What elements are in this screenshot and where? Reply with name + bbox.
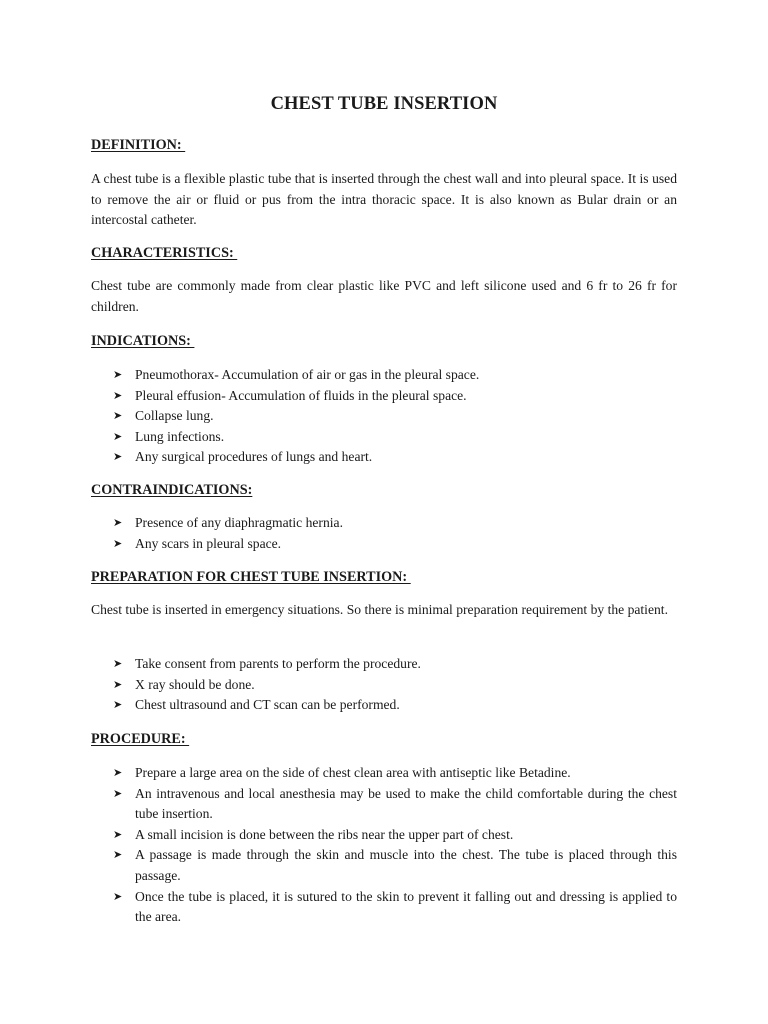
list-item: ➤ Presence of any diaphragmatic hernia. [113, 513, 677, 534]
arrowhead-bullet-icon: ➤ [113, 786, 123, 800]
list-item: ➤ An intravenous and local anesthesia may be used to make the child comfortable during the chest tube insertion. [113, 785, 677, 822]
list-item: ➤ Take consent from parents to perform the procedure. [113, 654, 677, 675]
arrowhead-bullet-icon: ➤ [113, 766, 123, 779]
arrowhead-bullet-icon: ➤ [113, 889, 123, 903]
procedure-list [113, 763, 677, 928]
arrowhead-bullet-icon: ➤ [113, 409, 123, 423]
characteristics-text: Chest tube are commonly made from clear plastic like PVC and left silicone used and 6 fr to 26 fr for children. [91, 278, 677, 314]
contraindications-list [113, 513, 677, 554]
arrowhead-bullet-icon: ➤ [113, 848, 123, 862]
arrowhead-bullet-icon: ➤ [113, 450, 123, 464]
contraindications-heading: CONTRAINDICATIONS: [91, 482, 253, 498]
list-item: ➤ A small incision is done between the ribs near the upper part of chest. [113, 825, 677, 846]
arrowhead-bullet-icon: ➤ [113, 827, 123, 841]
list-item: ➤ Lung infections. [113, 427, 677, 448]
definition-text: A chest tube is a flexible plastic tube that is inserted through the chest wall and into pleural space. It is used to remove the air or fluid or pus from the intra thoracic space. It is also known as Bular drain or an intercostal catheter. [91, 171, 677, 228]
preparation-heading: PREPARATION FOR CHEST TUBE INSERTION: [91, 569, 411, 585]
list-item: ➤ Any scars in pleural space. [113, 534, 677, 555]
indications-list [113, 365, 677, 468]
procedure-heading: PROCEDURE: [91, 731, 190, 747]
arrowhead-bullet-icon: ➤ [113, 677, 123, 691]
definition-heading: DEFINITION: [91, 137, 186, 153]
preparation-text: Chest tube is inserted in emergency situations. So there is minimal preparation requirement by the patient. [91, 602, 668, 617]
arrowhead-bullet-icon: ➤ [113, 429, 123, 443]
arrowhead-bullet-icon: ➤ [113, 516, 123, 529]
characteristics-heading: CHARACTERISTICS: [91, 245, 238, 261]
list-item: ➤ Chest ultrasound and CT scan can be performed. [113, 695, 677, 716]
arrowhead-bullet-icon: ➤ [113, 536, 123, 550]
arrowhead-bullet-icon: ➤ [113, 698, 123, 712]
arrowhead-bullet-icon: ➤ [113, 657, 123, 670]
list-item: ➤ X ray should be done. [113, 675, 677, 696]
list-item: ➤ Pleural effusion- Accumulation of fluids in the pleural space. [113, 386, 677, 407]
document-title: CHEST TUBE INSERTION [270, 94, 498, 114]
list-item: ➤ Prepare a large area on the side of chest clean area with antiseptic like Betadine. [113, 763, 677, 784]
list-item: ➤ Once the tube is placed, it is sutured to the skin to prevent it falling out and dressing is applied to the area. [113, 888, 677, 925]
list-item: ➤ A passage is made through the skin and muscle into the chest. The tube is placed through this passage. [113, 847, 677, 883]
indications-heading: INDICATIONS: [91, 333, 195, 349]
arrowhead-bullet-icon: ➤ [113, 388, 123, 402]
list-item: ➤ Any surgical procedures of lungs and heart. [113, 447, 677, 468]
arrowhead-bullet-icon: ➤ [113, 368, 123, 381]
preparation-list [113, 654, 677, 716]
list-item: ➤ Collapse lung. [113, 406, 677, 427]
list-item: ➤ Pneumothorax- Accumulation of air or gas in the pleural space. [113, 365, 677, 386]
